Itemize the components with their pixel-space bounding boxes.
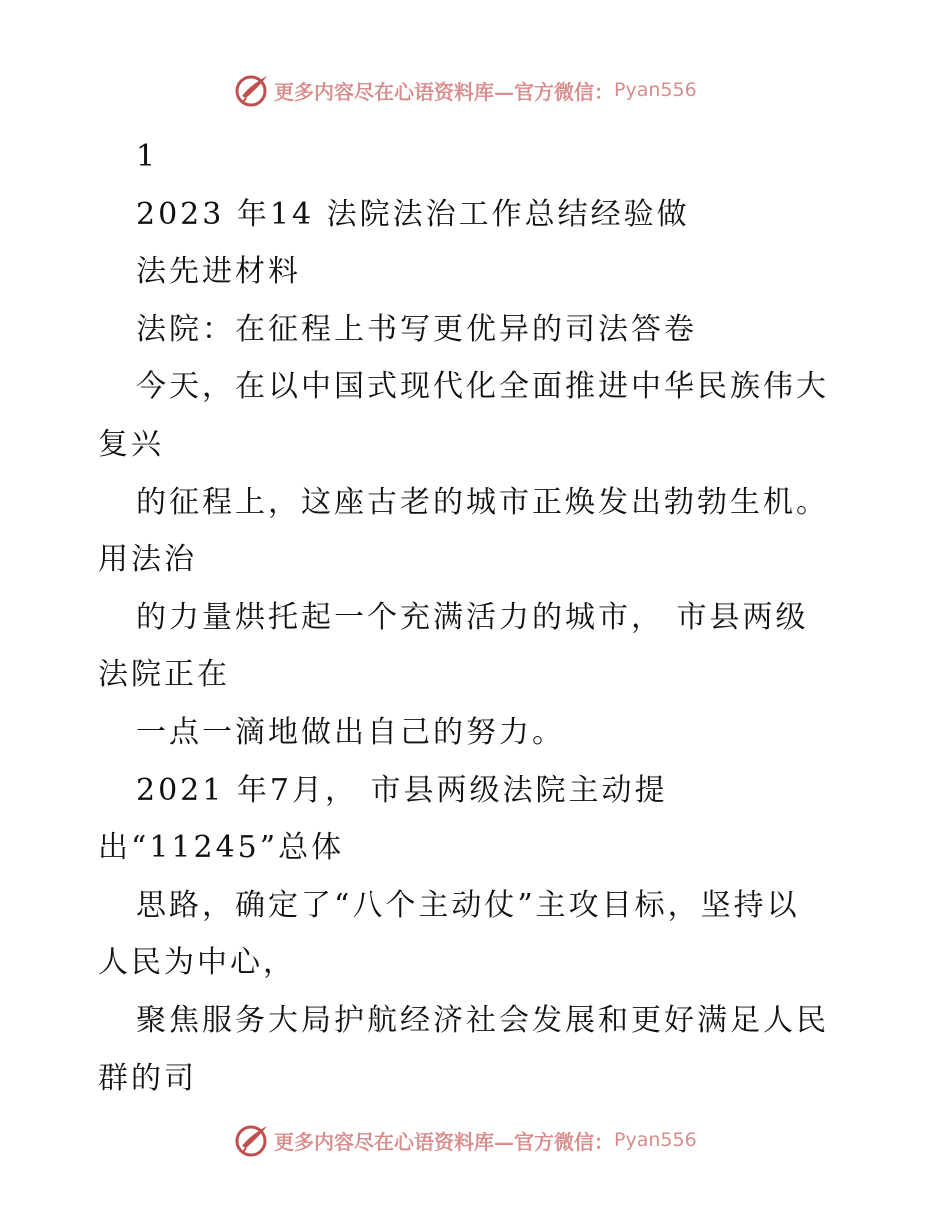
- text-line: 思路，确定了“八个主动仗”主攻目标，坚持以: [136, 887, 800, 923]
- quill-pen-logo-icon: [234, 1122, 270, 1158]
- text-line: 人民为中心，: [98, 945, 296, 981]
- text-line: 今天，在以中国式现代化全面推进中华民族伟大: [136, 369, 829, 405]
- watermark-wechat-id: Pyan556: [614, 1129, 697, 1151]
- quill-pen-logo-icon: [234, 72, 270, 108]
- watermark-wechat-id: Pyan556: [614, 79, 697, 101]
- watermark-banner-top: [234, 70, 697, 110]
- text-line: 的征程上，这座古老的城市正焕发出勃勃生机。: [136, 484, 829, 520]
- text-line: 2021 年7月， 市县两级法院主动提: [136, 772, 668, 808]
- watermark-text: 更多内容尽在心语资料库—官方微信：: [274, 1129, 614, 1154]
- text-line: 聚焦服务大局护航经济社会发展和更好满足人民: [136, 1002, 829, 1038]
- watermark-text: 更多内容尽在心语资料库—官方微信：: [274, 79, 614, 104]
- document-body: [98, 128, 868, 1107]
- text-line: 一点一滴地做出自己的努力。: [136, 714, 565, 750]
- text-line: 出“11245”总体: [98, 830, 345, 866]
- text-line: 用法治: [98, 542, 197, 578]
- text-line: 法院正在: [98, 657, 230, 693]
- text-line: 法先进材料: [136, 254, 301, 290]
- text-line: 复兴: [98, 426, 164, 462]
- text-line: 的力量烘托起一个充满活力的城市， 市县两级: [136, 599, 809, 635]
- text-line: 1: [136, 139, 159, 174]
- text-line: 群的司: [98, 1060, 197, 1096]
- watermark-banner-bottom: [234, 1120, 697, 1160]
- text-line: 2023 年14 法院法治工作总结经验做: [136, 196, 690, 232]
- text-line: 法院：在征程上书写更优异的司法答卷: [136, 311, 697, 347]
